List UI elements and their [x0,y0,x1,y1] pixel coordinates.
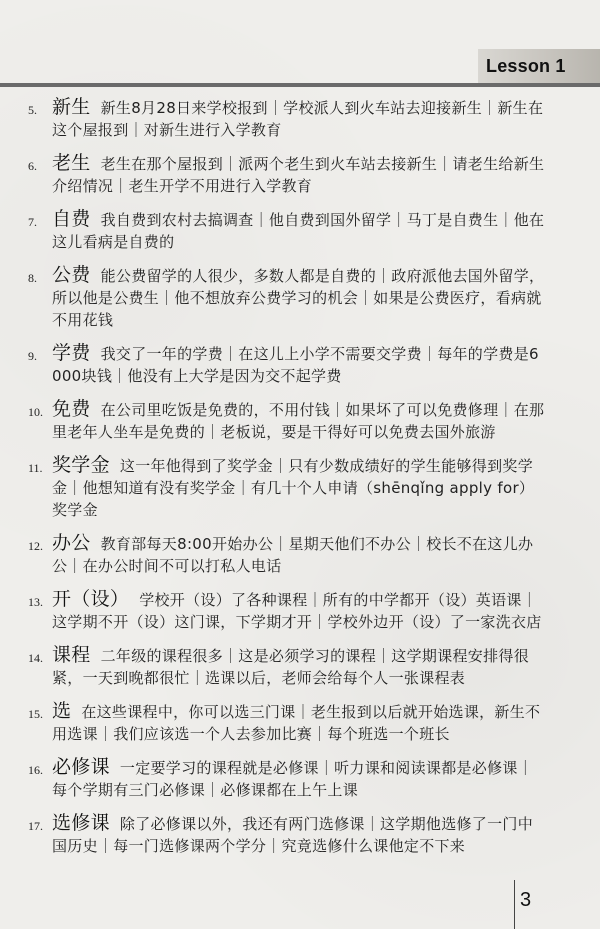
entry-example-text: 在公司里吃饭是免费的，不用付钱｜如果坏了可以免费修理｜在那里老年人坐车是免费的｜老板说，要是干得好可以免费去国外旅游 [52,401,545,441]
vocab-entry-12 [28,532,548,577]
entry-content [52,208,548,253]
header-rule [0,83,600,87]
entry-term: 学费 [52,342,91,364]
vocab-entry-6 [28,152,548,197]
entry-term: 选 [52,700,72,722]
vocab-entry-14 [28,644,548,689]
vocab-entry-16 [28,756,548,801]
entry-number: 5. [28,103,37,117]
entry-content [52,532,548,577]
entry-content [52,342,548,387]
entry-content [52,700,548,745]
entry-example-text: 我自费到农村去搞调查｜他自费到国外留学｜马丁是自费生｜他在这儿看病是自费的 [52,211,545,251]
entry-term: 开（设） [52,588,130,610]
vocab-entry-11 [28,454,548,521]
entry-example-text: 学校开（设）了各种课程｜所有的中学都开（设）英语课｜这学期不开（设）这门课，下学期才开｜学校外边开（设）了一家洗衣店 [52,591,542,631]
entry-content [52,152,548,197]
lesson-header [478,49,600,83]
entry-number: 10. [28,405,43,419]
entry-example-text: 新生8月28日来学校报到｜学校派人到火车站去迎接新生｜新生在这个屋报到｜对新生进行入学教育 [52,99,544,139]
entry-term: 奖学金 [52,454,110,476]
entry-term: 免费 [52,398,91,420]
vocab-entry-15 [28,700,548,745]
entry-number: 14. [28,651,43,665]
vocab-entry-7 [28,208,548,253]
vocab-entry-8 [28,264,548,331]
lesson-label: Lesson 1 [486,55,566,76]
vocab-entry-10 [28,398,548,443]
entry-number: 16. [28,763,43,777]
entry-content [52,588,548,633]
entry-term: 选修课 [52,812,110,834]
entry-content [52,264,548,331]
page-number-rule [514,880,515,929]
entry-example-text: 二年级的课程很多｜这是必须学习的课程｜这学期课程安排得很紧，一天到晚都很忙｜选课以后，老师会给每个人一张课程表 [52,647,530,687]
entry-content [52,96,548,141]
entry-term: 公费 [52,264,91,286]
entry-term: 办公 [52,532,91,554]
entry-term: 必修课 [52,756,110,778]
entry-example-text: 我交了一年的学费｜在这儿上小学不需要交学费｜每年的学费是6000块钱｜他没有上大学是因为交不起学费 [52,345,539,385]
entry-number: 9. [28,349,37,363]
page-number: 3 [520,889,532,911]
entry-number: 13. [28,595,43,609]
entry-example-text: 一定要学习的课程就是必修课｜听力课和阅读课都是必修课｜每个学期有三门必修课｜必修课都在上午上课 [52,759,534,799]
entry-example-text: 教育部每天8:00开始办公｜星期天他们不办公｜校长不在这儿办公｜在办公时间不可以打私人电话 [52,535,534,575]
entry-content [52,756,548,801]
entry-term: 老生 [52,152,91,174]
entry-number: 17. [28,819,43,833]
vocab-entry-17 [28,812,548,857]
entry-number: 15. [28,707,43,721]
entry-example-text: 在这些课程中，你可以选三门课｜老生报到以后就开始选课，新生不用选课｜我们应该选一个人去参加比赛｜每个班选一个班长 [52,703,541,743]
entry-example-text: 除了必修课以外，我还有两门选修课｜这学期他选修了一门中国历史｜每一门选修课两个学分｜究竟选修什么课他定不下来 [52,815,534,855]
entry-term: 课程 [52,644,91,666]
entry-number: 8. [28,271,37,285]
entry-number: 11. [28,461,43,475]
entry-content [52,454,548,521]
vocab-entry-5 [28,96,548,141]
vocab-entry-9 [28,342,548,387]
entry-example-text: 能公费留学的人很少，多数人都是自费的｜政府派他去国外留学，所以他是公费生｜他不想放弃公费学习的机会｜如果是公费医疗，看病就不用花钱 [52,267,545,329]
entry-term: 自费 [52,208,91,230]
vocabulary-list [28,96,548,868]
entry-number: 7. [28,215,37,229]
entry-content [52,644,548,689]
vocab-entry-13 [28,588,548,633]
entry-term: 新生 [52,96,91,118]
entry-example-text: 这一年他得到了奖学金｜只有少数成绩好的学生能够得到奖学金｜他想知道有没有奖学金｜有几十个人申请（shēnqǐng apply for）奖学金 [52,457,535,519]
entry-content [52,812,548,857]
entry-example-text: 老生在那个屋报到｜派两个老生到火车站去接新生｜请老生给新生介绍情况｜老生开学不用进行入学教育 [52,155,545,195]
entry-number: 12. [28,539,43,553]
entry-content [52,398,548,443]
entry-number: 6. [28,159,37,173]
